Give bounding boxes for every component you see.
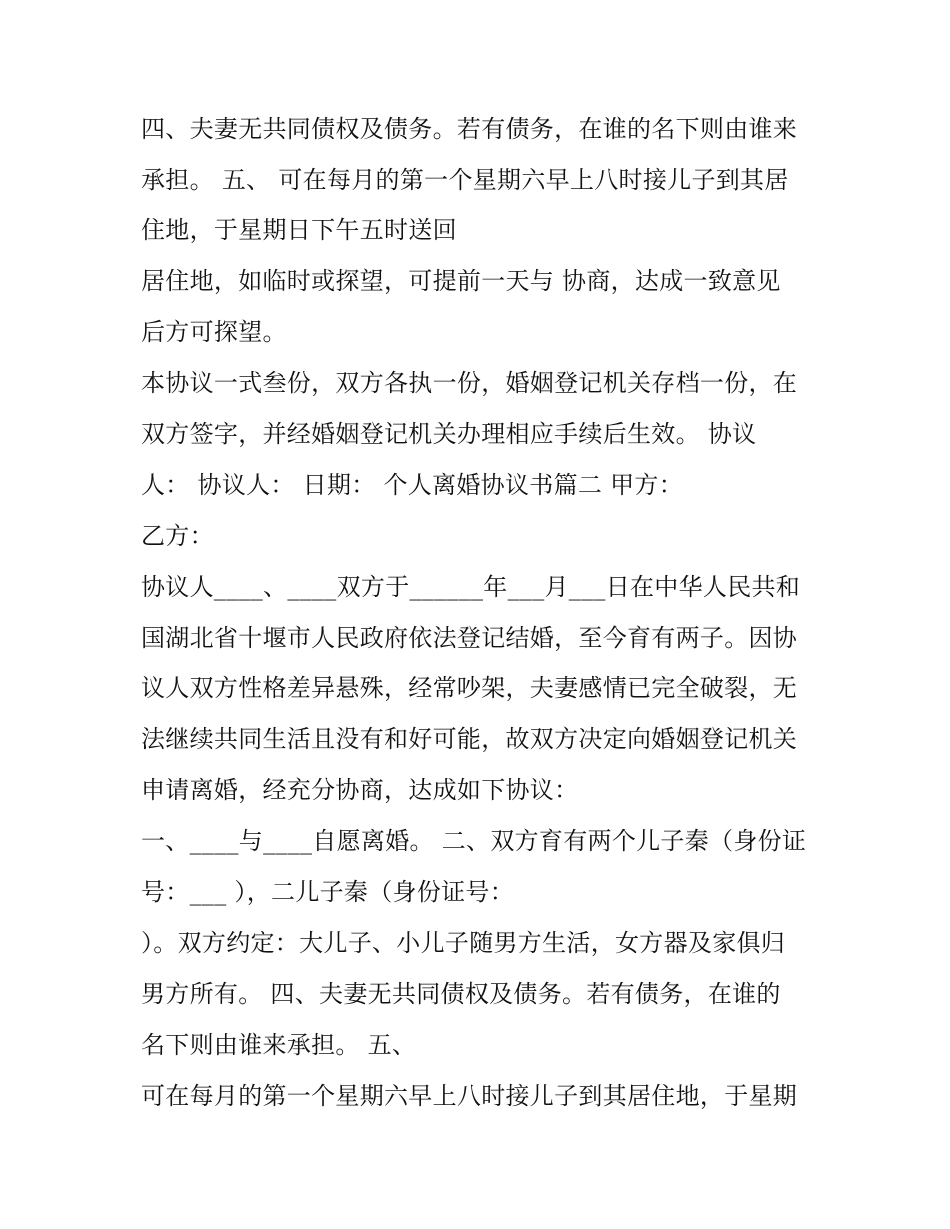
document-line-1: 四、夫妻无共同债权及债务。若有债务，在谁的名下则由谁来 [141,115,798,143]
document-line-5: 后方可探望。 [141,318,287,346]
document-line-12: 议人双方性格差异悬殊，经常吵架，夫妻感情已完全破裂，无 [141,674,798,702]
document-line-10: 协议人____、____双方于______年___月___日在中华人民共和 [141,573,801,601]
document-line-18: 男方所有。 四、夫妻无共同债权及债务。若有债务，在谁的 [141,980,781,1008]
document-line-8: 人： 协议人： 日期： 个人离婚协议书篇二 甲方： [141,471,684,499]
document-line-11: 国湖北省十堰市人民政府依法登记结婚，至今育有两子。因协 [141,624,798,652]
document-line-2: 承担。 五、 可在每月的第一个星期六早上八时接儿子到其居 [141,166,789,194]
document-line-4: 居住地，如临时或探望，可提前一天与 协商，达成一致意见 [141,267,781,295]
document-line-14: 申请离婚，经充分协商，达成如下协议： [141,776,579,804]
document-line-20: 可在每月的第一个星期六早上八时接儿子到其居住地，于星期 [141,1082,798,1110]
document-line-19: 名下则由谁来承担。 五、 [141,1031,417,1059]
document-line-6: 本协议一式叁份，双方各执一份，婚姻登记机关存档一份，在 [141,369,798,397]
document-line-15: 一、____与____自愿离婚。 二、双方育有两个儿子秦（身份证 [141,827,807,855]
document-line-9: 乙方： [141,522,214,550]
document-line-16: 号：___ ），二儿子秦（身份证号： [141,878,515,906]
document-line-3: 住地，于星期日下午五时送回 [141,216,457,244]
document-line-13: 法继续共同生活且没有和好可能，故双方决定向婚姻登记机关 [141,725,798,753]
document-line-17: ）。双方约定：大儿子、小儿子随男方生活，女方器及家俱归 [141,929,786,957]
document-line-7: 双方签字，并经婚姻登记机关办理相应手续后生效。 协议 [141,420,757,448]
